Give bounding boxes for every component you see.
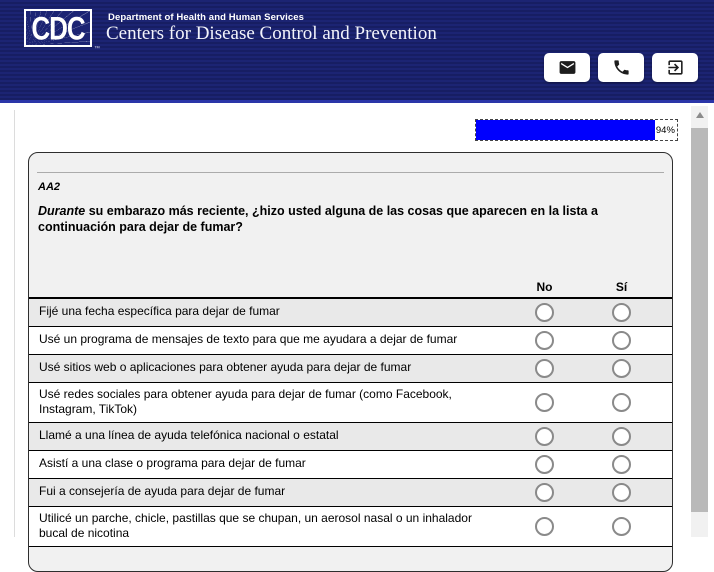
- exit-button[interactable]: [652, 53, 698, 82]
- column-header-no: No: [536, 279, 553, 294]
- radio-cell-no: [506, 393, 583, 412]
- row-label: Usé redes sociales para obtener ayuda para dejar de fumar (como Facebook, Instagram, TikTok): [39, 386, 452, 417]
- radio-cell-si: [583, 331, 660, 350]
- row-label: Llamé a una línea de ayuda telefónica nacional o estatal: [39, 428, 339, 443]
- radio-si[interactable]: [612, 517, 631, 536]
- radio-cell-no: [506, 455, 583, 474]
- mail-button[interactable]: [544, 53, 590, 82]
- row-label: Usé un programa de mensajes de texto para que me ayudara a dejar de fumar: [39, 332, 458, 347]
- card-top-separator: [37, 172, 664, 173]
- vertical-scrollbar[interactable]: [691, 106, 708, 537]
- survey-progress-bar: [475, 119, 678, 141]
- question-card: [28, 152, 673, 572]
- radio-no[interactable]: [535, 331, 554, 350]
- radio-cell-si: [583, 427, 660, 446]
- progress-fill: [476, 120, 655, 140]
- up-arrow-icon: [696, 112, 704, 118]
- cdc-header-banner: [0, 0, 714, 103]
- logo-trademark: ™: [94, 46, 100, 52]
- cdc-logo-text: CDC: [31, 9, 85, 47]
- scrollbar-thumb[interactable]: [691, 128, 708, 512]
- radio-no[interactable]: [535, 393, 554, 412]
- answer-rows: [29, 299, 672, 547]
- row-label: Usé sitios web o aplicaciones para obtener ayuda para dejar de fumar: [39, 360, 412, 375]
- exit-icon: [666, 58, 685, 77]
- radio-no[interactable]: [535, 517, 554, 536]
- radio-cell-no: [506, 331, 583, 350]
- radio-si[interactable]: [612, 393, 631, 412]
- radio-cell-no: [506, 517, 583, 536]
- radio-cell-no: [506, 303, 583, 322]
- banner-org-line: Centers for Disease Control and Prevention: [106, 23, 437, 44]
- row-label: Fui a consejería de ayuda para dejar de fumar: [39, 484, 286, 499]
- radio-cell-si: [583, 455, 660, 474]
- row-label: Utilicé un parche, chicle, pastillas que se chupan, un aerosol nasal o un inhalador bucal de nicotina: [39, 510, 472, 541]
- radio-cell-no: [506, 427, 583, 446]
- phone-icon: [612, 58, 631, 77]
- radio-si[interactable]: [612, 427, 631, 446]
- scrollbar-up-button[interactable]: [691, 106, 708, 124]
- phone-button[interactable]: [598, 53, 644, 82]
- radio-si[interactable]: [612, 483, 631, 502]
- question-id: AA2: [38, 181, 61, 193]
- radio-cell-si: [583, 517, 660, 536]
- radio-no[interactable]: [535, 483, 554, 502]
- column-header-si: Sí: [615, 279, 628, 294]
- table-row: [29, 507, 672, 547]
- cdc-logo: [24, 9, 92, 47]
- row-label: Asistí a una clase o programa para dejar de fumar: [39, 456, 306, 471]
- radio-si[interactable]: [612, 455, 631, 474]
- radio-si[interactable]: [612, 303, 631, 322]
- radio-no[interactable]: [535, 303, 554, 322]
- radio-no[interactable]: [535, 455, 554, 474]
- table-row: [29, 423, 672, 451]
- progress-percent-label: 94%: [655, 124, 675, 136]
- table-row: [29, 479, 672, 507]
- answer-table: [29, 268, 672, 547]
- table-row: [29, 451, 672, 479]
- header-action-buttons: [544, 53, 698, 82]
- answer-table-header: [29, 268, 672, 299]
- radio-cell-si: [583, 483, 660, 502]
- radio-no[interactable]: [535, 359, 554, 378]
- radio-cell-si: [583, 359, 660, 378]
- mail-icon: [558, 58, 577, 77]
- banner-department-line: Department of Health and Human Services: [108, 12, 305, 23]
- table-row: [29, 299, 672, 327]
- radio-si[interactable]: [612, 331, 631, 350]
- table-row: [29, 355, 672, 383]
- radio-cell-si: [583, 303, 660, 322]
- row-label: Fijé una fecha específica para dejar de fumar: [39, 304, 280, 319]
- radio-cell-no: [506, 483, 583, 502]
- table-row: [29, 383, 672, 423]
- table-row: [29, 327, 672, 355]
- question-lead-word: Durante: [38, 204, 86, 218]
- radio-cell-si: [583, 393, 660, 412]
- radio-no[interactable]: [535, 427, 554, 446]
- question-text-rest: su embarazo más reciente, ¿hizo usted alguna de las cosas que aparecen en la lista a continuación para dejar de fumar?: [38, 204, 598, 235]
- radio-cell-no: [506, 359, 583, 378]
- question-text: [38, 203, 658, 236]
- radio-si[interactable]: [612, 359, 631, 378]
- content-frame-left-border: [14, 110, 15, 537]
